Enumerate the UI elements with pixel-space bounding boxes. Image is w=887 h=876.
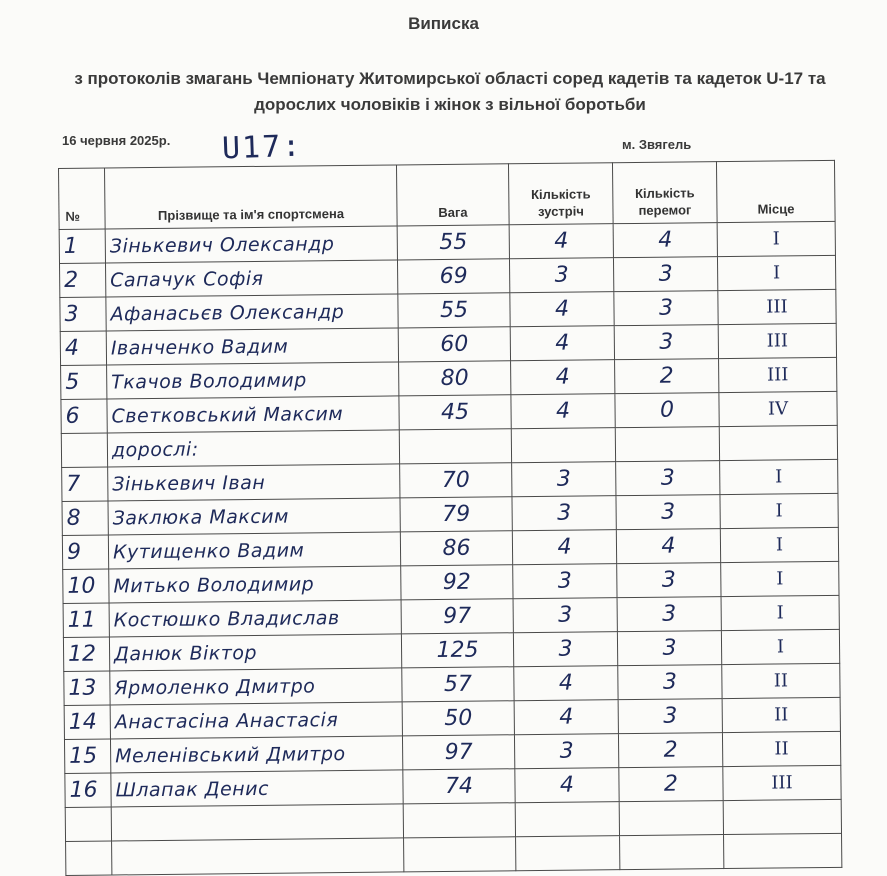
document-date: 16 червня 2025р.: [62, 133, 171, 148]
athlete-bouts: 4: [510, 292, 614, 327]
col-header-wins: Кількість перемог: [612, 162, 717, 224]
athlete-name: Костюшко Владислав: [109, 600, 401, 637]
athlete-num: 2: [60, 263, 106, 297]
athlete-wins: 3: [617, 597, 721, 632]
athlete-name: Зінькевич Олександр: [105, 226, 397, 263]
athlete-num: 6: [61, 399, 107, 433]
athlete-place: III: [719, 357, 837, 392]
table-cell: [66, 841, 112, 875]
athlete-num: 15: [64, 739, 110, 773]
athlete-place: I: [721, 629, 839, 664]
athlete-name: Ткачов Володимир: [107, 362, 399, 399]
athlete-num: 16: [65, 773, 111, 807]
athlete-name: Митько Володимир: [109, 566, 401, 603]
athlete-weight: 69: [397, 259, 509, 294]
athlete-wins: 3: [613, 257, 717, 292]
athlete-wins: 3: [618, 665, 722, 700]
athlete-weight: 80: [399, 361, 511, 396]
athlete-num: 3: [60, 297, 106, 331]
table-cell: [399, 429, 511, 464]
athlete-num: 14: [64, 705, 110, 739]
athlete-weight: 97: [402, 735, 514, 770]
athlete-num: 8: [62, 501, 108, 535]
table-cell: [724, 833, 842, 868]
athlete-bouts: 3: [512, 462, 616, 497]
athlete-bouts: 3: [514, 734, 618, 769]
athlete-weight: 57: [402, 667, 514, 702]
athlete-name: Заклюка Максим: [108, 498, 400, 535]
athlete-num: 10: [63, 569, 109, 603]
athlete-num: 4: [60, 331, 106, 365]
athlete-num: 12: [63, 637, 109, 671]
athlete-weight: 97: [401, 599, 513, 634]
table-cell: [615, 427, 719, 462]
athlete-weight: 55: [397, 225, 509, 260]
athlete-wins: 0: [615, 393, 719, 428]
document-title: Виписка: [408, 14, 479, 33]
athlete-name: Афанасьєв Олександр: [106, 294, 398, 331]
athlete-wins: 3: [616, 461, 720, 496]
athlete-place: II: [722, 663, 840, 698]
athlete-num: 5: [61, 365, 107, 399]
athlete-wins: 3: [617, 563, 721, 598]
athlete-bouts: 4: [514, 666, 618, 701]
athlete-bouts: 3: [513, 564, 617, 599]
athlete-weight: 125: [401, 633, 513, 668]
adult-rows: [62, 459, 842, 807]
empty-row: [66, 833, 842, 875]
athlete-wins: 2: [615, 359, 719, 394]
athlete-weight: 79: [400, 497, 512, 532]
athlete-bouts: 4: [512, 530, 616, 565]
table-cell: [112, 838, 404, 875]
table-cell: [404, 837, 516, 872]
athlete-wins: 3: [618, 699, 722, 734]
athlete-place: I: [717, 221, 835, 256]
athlete-place: III: [723, 765, 841, 800]
table-cell: [723, 799, 841, 834]
athlete-name: Меленівський Дмитро: [110, 736, 402, 773]
athlete-bouts: 4: [509, 224, 613, 259]
athlete-name: Кутищенко Вадим: [108, 532, 400, 569]
athlete-bouts: 3: [513, 598, 617, 633]
table-cell: [61, 433, 107, 467]
athlete-wins: 3: [614, 325, 718, 360]
athlete-place: I: [720, 459, 838, 494]
table-cell: [111, 804, 403, 841]
athlete-bouts: 4: [511, 360, 615, 395]
athlete-name: Сапачук Софія: [105, 260, 397, 297]
athlete-bouts: 4: [515, 768, 619, 803]
athlete-place: I: [720, 493, 838, 528]
athlete-place: IV: [719, 391, 837, 426]
u17-rows: [59, 221, 837, 433]
table-cell: [511, 428, 615, 463]
athlete-place: II: [722, 731, 840, 766]
table-cell: [65, 807, 111, 841]
col-header-weight: Вага: [396, 164, 509, 226]
athlete-num: 1: [59, 229, 105, 263]
athlete-num: 9: [62, 535, 108, 569]
athlete-bouts: 3: [513, 632, 617, 667]
athlete-weight: 86: [400, 531, 512, 566]
athlete-name: Ярмоленко Дмитро: [110, 668, 402, 705]
table-cell: [403, 803, 515, 838]
athlete-weight: 74: [403, 769, 515, 804]
athlete-bouts: 3: [509, 258, 613, 293]
athlete-place: III: [718, 289, 836, 324]
athlete-weight: 50: [402, 701, 514, 736]
athlete-place: I: [721, 595, 839, 630]
athlete-place: I: [717, 255, 835, 290]
athlete-place: I: [721, 561, 839, 596]
athlete-wins: 2: [618, 733, 722, 768]
athlete-weight: 70: [400, 463, 512, 498]
group-label-u17: U17:: [221, 128, 303, 167]
athlete-place: III: [718, 323, 836, 358]
athlete-bouts: 4: [510, 326, 614, 361]
athlete-num: 11: [63, 603, 109, 637]
athlete-name: Зінькевич Іван: [108, 464, 400, 501]
col-header-num: №: [59, 168, 106, 229]
athlete-weight: 55: [398, 293, 510, 328]
athlete-wins: 2: [619, 767, 723, 802]
document-city: м. Звягель: [622, 137, 692, 152]
athlete-name: Шлапак Денис: [111, 770, 403, 807]
athlete-bouts: 4: [511, 394, 615, 429]
col-header-bouts: Кількість зустріч: [508, 163, 613, 225]
table-cell: [719, 425, 837, 460]
athlete-weight: 45: [399, 395, 511, 430]
document-subtitle: з протоколів змагань Чемпіонату Житомирської області соред кадетів та кадеток U-17 та дорослих чоловіків і жінок з вільної боротьби: [74, 69, 826, 114]
athlete-wins: 3: [614, 291, 718, 326]
athlete-weight: 60: [398, 327, 510, 362]
table-cell: [620, 835, 724, 870]
athlete-bouts: 4: [514, 700, 618, 735]
col-header-name: Прізвище та ім'я спортсмена: [105, 165, 398, 229]
athlete-num: 7: [62, 467, 108, 501]
athlete-name: Іванченко Вадим: [106, 328, 398, 365]
results-table: [58, 160, 842, 876]
athlete-wins: 4: [613, 223, 717, 258]
table-cell: [515, 802, 619, 837]
athlete-bouts: 3: [512, 496, 616, 531]
col-header-place: Місце: [716, 160, 835, 222]
athlete-wins: 4: [616, 529, 720, 564]
athlete-name: Данюк Віктор: [109, 634, 401, 671]
athlete-weight: 92: [401, 565, 513, 600]
athlete-place: II: [722, 697, 840, 732]
athlete-place: I: [720, 527, 838, 562]
athlete-name: Анастасіна Анастасія: [110, 702, 402, 739]
athlete-num: 13: [64, 671, 110, 705]
adults-label: дорослі:: [107, 430, 399, 467]
empty-rows: [65, 799, 842, 875]
athlete-wins: 3: [616, 495, 720, 530]
table-cell: [619, 801, 723, 836]
table-cell: [516, 836, 620, 871]
table-header-row: [59, 160, 836, 229]
athlete-name: Светковський Максим: [107, 396, 399, 433]
athlete-wins: 3: [617, 631, 721, 666]
